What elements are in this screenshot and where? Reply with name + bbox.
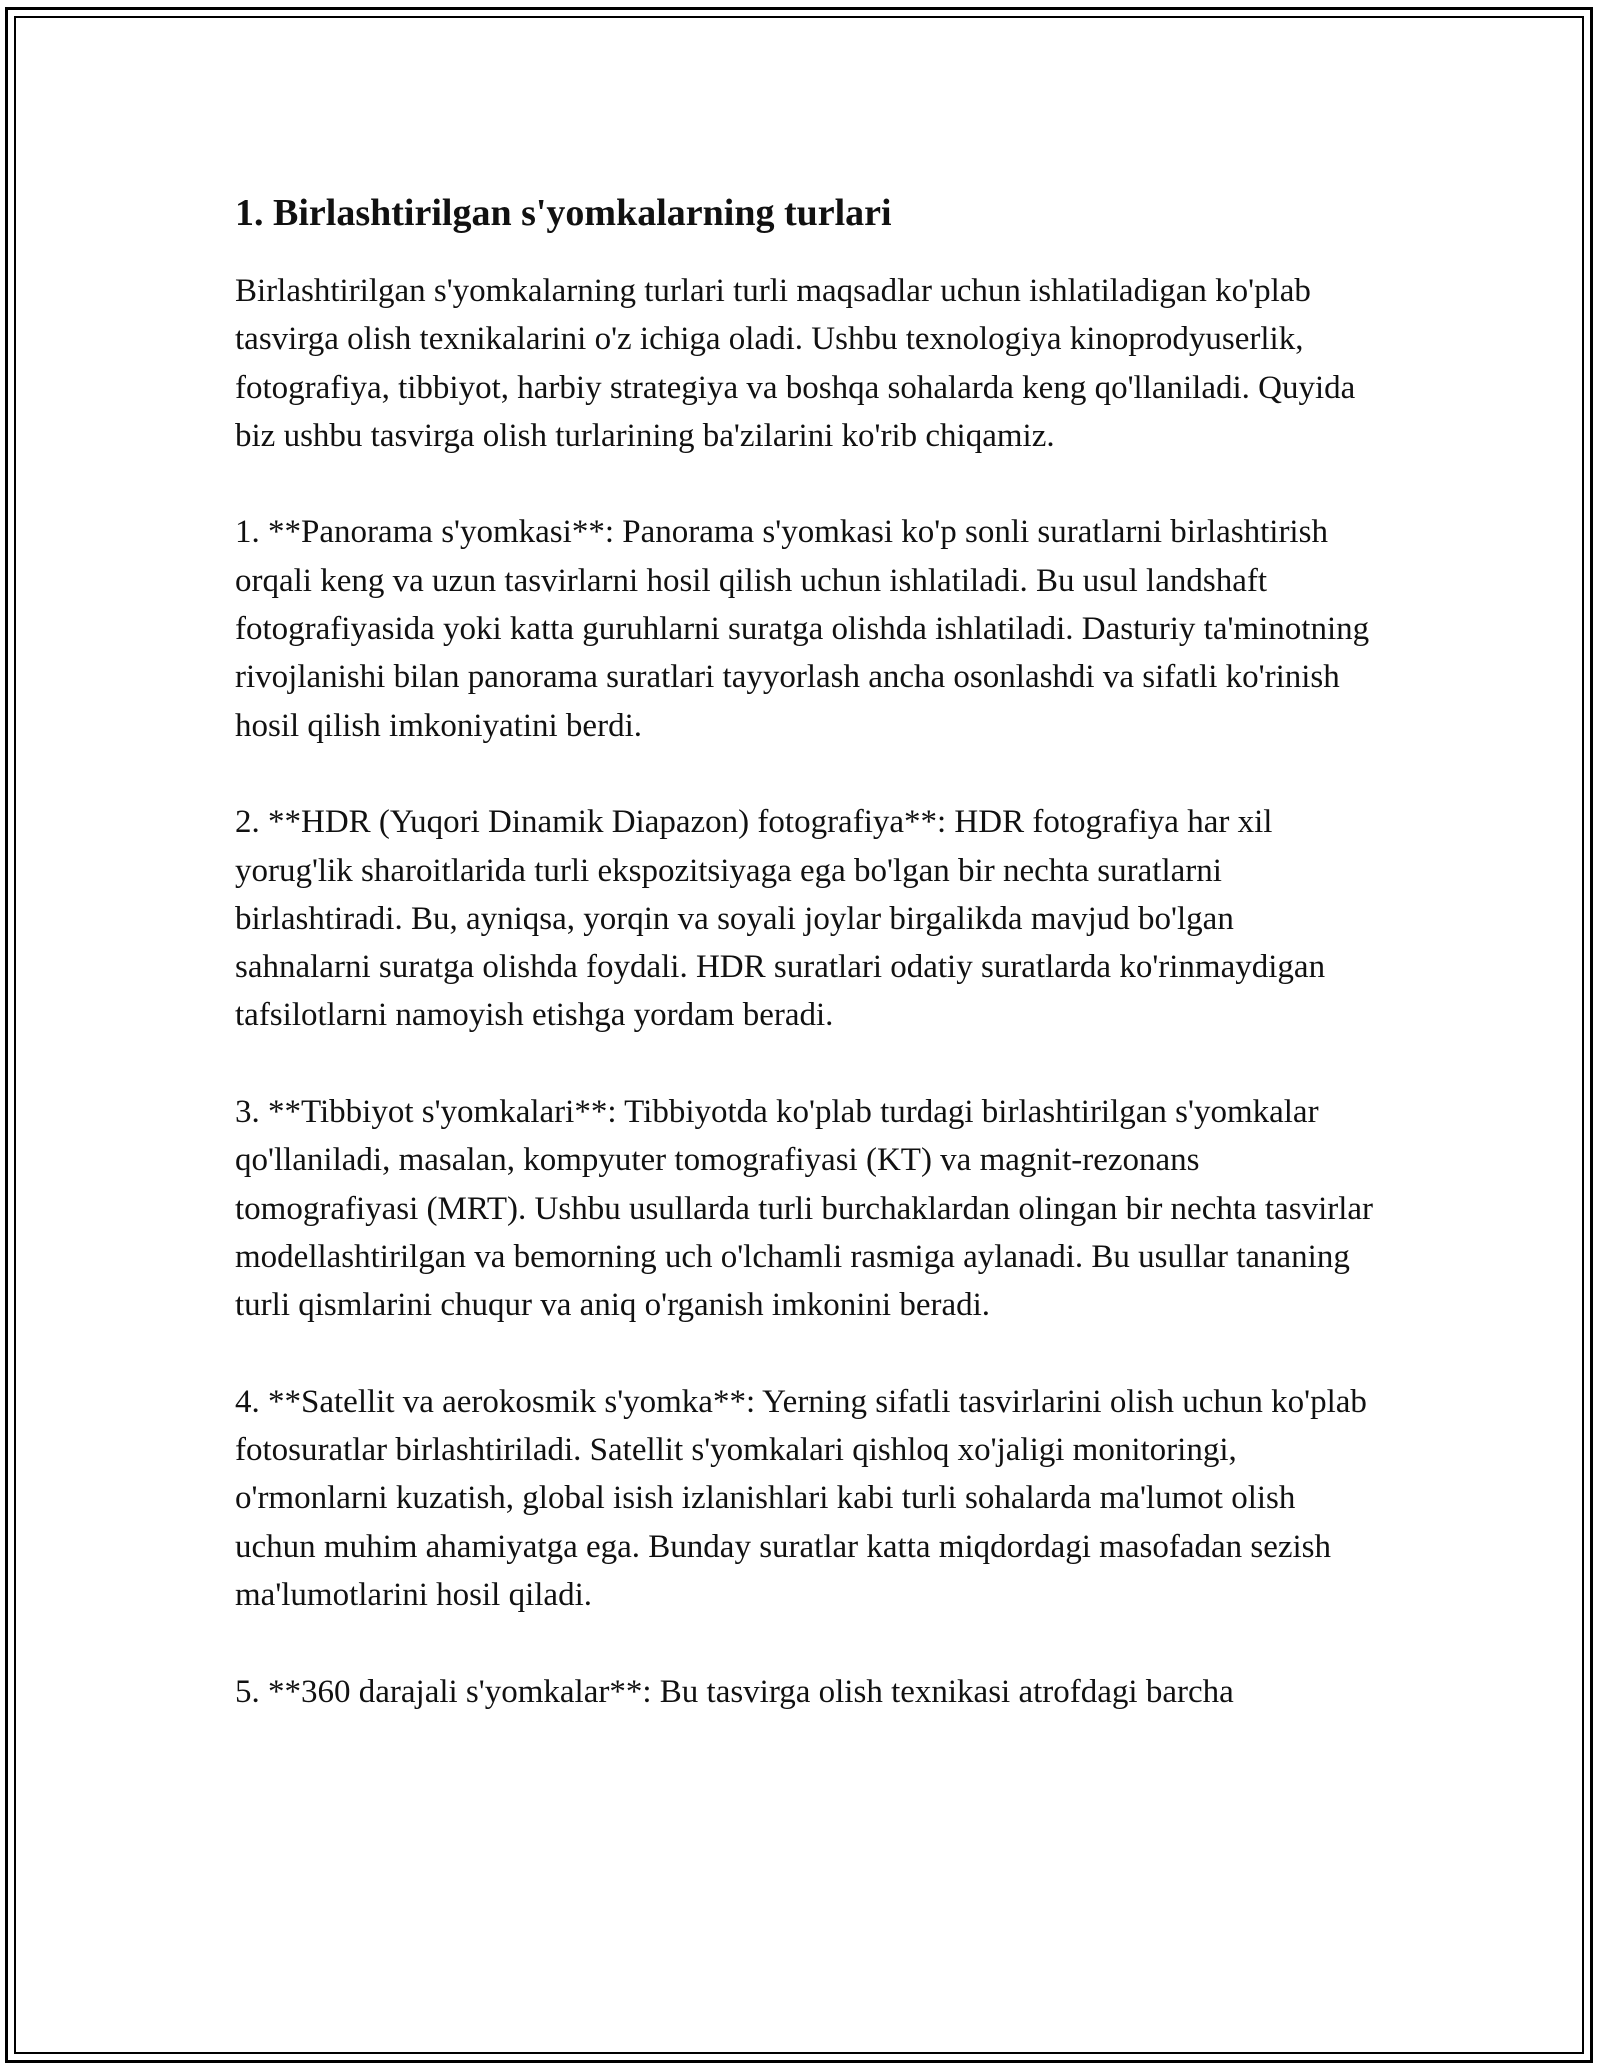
paragraph-panorama: 1. **Panorama s'yomkasi**: Panorama s'yomkasi ko'p sonli suratlarni birlashtirish orqali keng va uzun tasvirlarni hosil qilish uchun ishlatiladi. Bu usul landshaft fotografiyasida yoki katta guruhlarni suratga olishda ishlatiladi. Dasturiy ta'minotning rivojlanishi bilan panorama suratlari tayyorlash ancha osonlashdi va sifatli ko'rinish hosil qilish imkoniyatini berdi.: [235, 514, 1370, 744]
paragraph-satellite: 4. **Satellit va aerokosmik s'yomka**: Yerning sifatli tasvirlarini olish uchun ko'plab fotosuratlar birlashtiriladi. Satellit s'yomkalari qishloq xo'jaligi monitoringi, o'rmonlarni kuzatish, global isish izlanishlari kabi turli sohalarda ma'lumot olish uchun muhim ahamiyatga ega. Bunday suratlar katta miqdordagi masofadan sezish ma'lumotlarini hosil qiladi.: [235, 1383, 1367, 1614]
document-title: 1. Birlashtirilgan s'yomkalarning turlari: [235, 192, 892, 234]
paragraph-360: 5. **360 darajali s'yomkalar**: Bu tasvirga olish texnikasi atrofdagi barcha: [235, 1673, 1234, 1710]
paragraph-hdr: 2. **HDR (Yuqori Dinamik Diapazon) fotografiya**: HDR fotografiya har xil yorug'lik sharoitlarida turli ekspozitsiyaga ega bo'lgan bir nechta suratlarni birlashtiradi. Bu, ayniqsa, yorqin va soyali joylar birgalikda mavjud bo'lgan sahnalarni suratga olishda foydali. HDR suratlari odatiy suratlarda ko'rinmaydigan tafsilotlarni namoyish etishga yordam beradi.: [235, 804, 1326, 1034]
document-body: [235, 185, 1375, 1764]
intro-paragraph: Birlashtirilgan s'yomkalarning turlari turli maqsadlar uchun ishlatiladigan ko'plab tasvirga olish texnikalarini o'z ichiga oladi. Ushbu texnologiya kinoprodyuserlik, fotografiya, tibbiyot, harbiy strategiya va boshqa sohalarda keng qo'llaniladi. Quyida biz ushbu tasvirga olish turlarining ba'zilarini ko'rib chiqamiz.: [235, 273, 1356, 454]
paragraph-medical: 3. **Tibbiyot s'yomkalari**: Tibbiyotda ko'plab turdagi birlashtirilgan s'yomkalar qo'llaniladi, masalan, kompyuter tomografiyasi (KT) va magnit-rezonans tomografiyasi (MRT). Ushbu usullarda turli burchaklardan olingan bir nechta tasvirlar modellashtirilgan va bemorning uch o'lchamli rasmiga aylanadi. Bu usullar tananing turli qismlarini chuqur va aniq o'rganish imkonini beradi.: [235, 1094, 1374, 1324]
